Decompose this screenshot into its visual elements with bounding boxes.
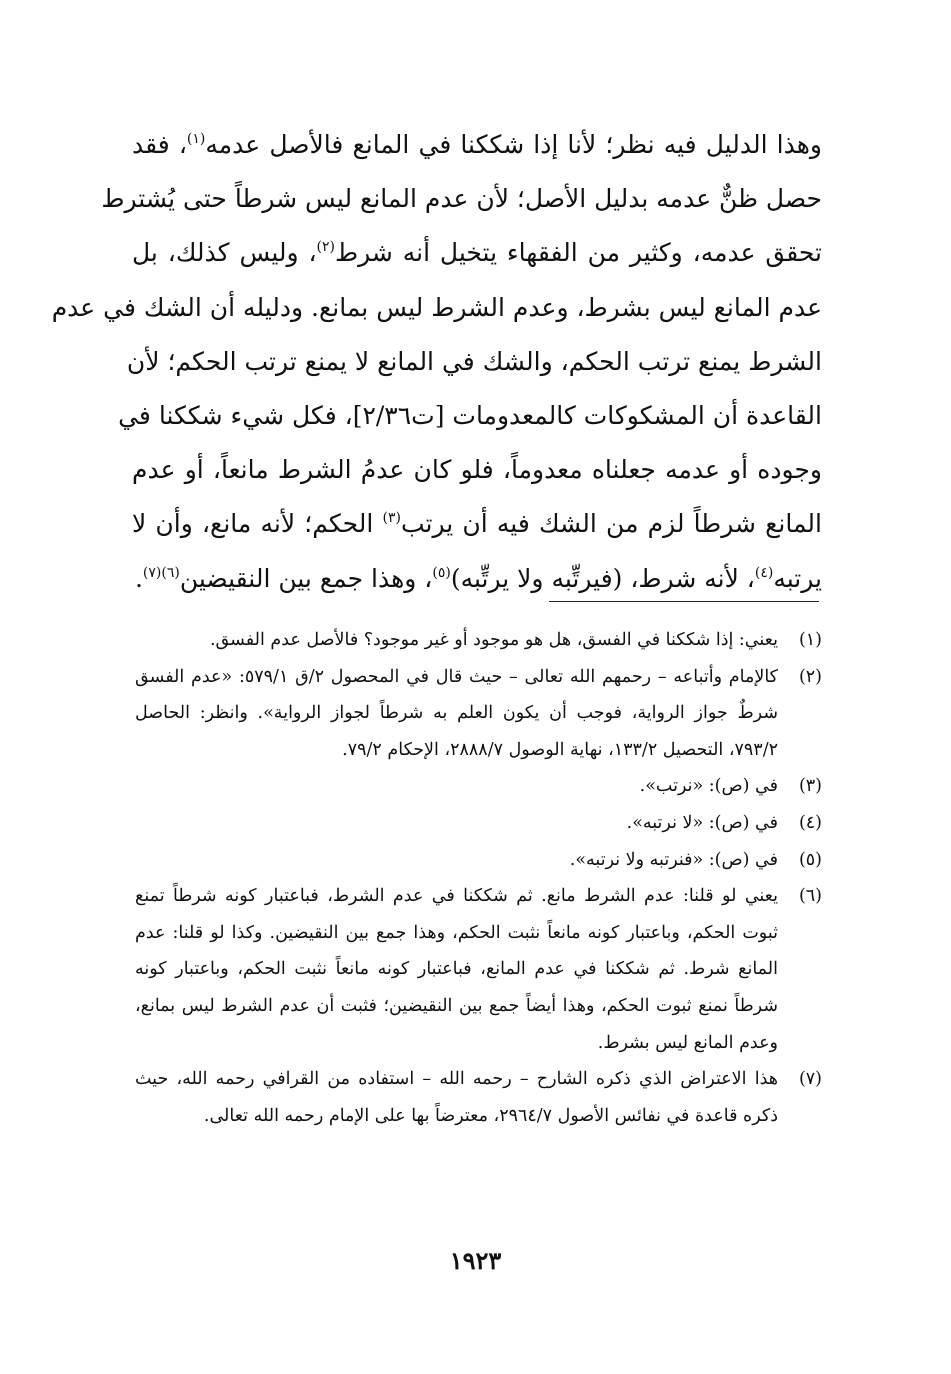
text-run: تحقق عدمه، وكثير من الفقهاء يتخيل أنه شرط [334, 238, 823, 268]
footnote [135, 878, 822, 1061]
footnote [135, 622, 822, 659]
footnote-number: (٦) [798, 886, 822, 907]
footnote-ref: (٤) [754, 564, 774, 581]
footnote-ref: (١) [186, 131, 206, 147]
footnote-ref: (٣) [382, 510, 401, 527]
footnote-number: (٥) [798, 849, 822, 870]
footnote [135, 768, 822, 805]
footnote-text: في (ص): «فنرتبه ولا نرتبه». [569, 849, 778, 870]
text-run: يرتبه [773, 563, 822, 593]
text-run: ، فقد [132, 130, 187, 159]
text-run: وجوده أو عدمه جعلناه معدوماً، فلو كان عدمُ الشرط مانعاً، أو عدم [132, 455, 822, 485]
footnote [135, 1061, 822, 1134]
footnotes [135, 622, 822, 1134]
footnote-text: هذا الاعتراض الذي ذكره الشارح – رحمه الله – استفاده من القرافي رحمه الله، حيث ذكره قاعدة في نفائس الأصول ٢٩٦٤/٧، معترضاً بها على الإمام رحمه الله تعالى. [135, 1069, 778, 1126]
footnote-number: (٧) [798, 1069, 822, 1090]
footnote-text: في (ص): «لا نرتبه». [626, 812, 778, 833]
text-line [132, 118, 822, 172]
footnote [135, 805, 822, 842]
text-line [51, 281, 822, 335]
text-line [132, 497, 822, 551]
text-run: . [134, 563, 143, 593]
text-line [132, 552, 822, 606]
footnote-number: (٣) [798, 776, 822, 797]
main-text [51, 118, 823, 606]
text-line [101, 172, 822, 226]
text-run: ، وليس كذلك، بل [132, 238, 317, 268]
text-run: حصل ظنٌّ عدمه بدليل الأصل؛ لأن عدم المانع ليس شرطاً حتى يُشترط [101, 184, 822, 214]
footnote [135, 659, 822, 769]
text-line [118, 389, 822, 443]
footnote-ref: (٦)(٧) [142, 564, 180, 581]
text-line [132, 443, 822, 497]
footnote-ref: (٢) [316, 239, 335, 256]
page-number: ١٩٢٣ [449, 1246, 502, 1275]
text-line [126, 335, 822, 389]
footnote-text: في (ص): «نرتب». [639, 776, 778, 797]
text-run: الحكم؛ لأنه مانع، وأن لا [132, 509, 383, 539]
footnote-text: يعني: إذا شككنا في الفسق، هل هو موجود أو غير موجود؟ فالأصل عدم الفسق. [209, 630, 778, 650]
footnote-text: كالإمام وأتباعه – رحمهم الله تعالى – حيث قال في المحصول ٢/ق ٥٧٩/١: «عدم الفسق شرطٌ جواز الرواية، فوجب أن يكون العلم به شرطاً لجواز الرواية». وانظر: الحاصل ٧٩٣/٢، التحصيل ١٣٣/٢، نهاية الوصول ٢٨٨٨/٧، الإحكام ٧٩/٢. [135, 666, 778, 760]
footnote-ref: (٥) [432, 564, 451, 581]
footnote-number: (١) [798, 630, 822, 650]
footnote-number: (٢) [798, 666, 822, 687]
text-run: عدم المانع ليس بشرط، وعدم الشرط ليس بمانع. ودليله أن الشك في عدم [51, 292, 822, 322]
text-run: ، وهذا جمع بين النقيضين [179, 563, 433, 593]
footnote-separator [549, 601, 819, 602]
footnote-text: يعني لو قلنا: عدم الشرط مانع. ثم شككنا في عدم الشرط، فباعتبار كونه شرطاً تمنع ثبوت الحكم، وباعتبار كونه مانعاً نثبت الحكم، وهذا جمع بين النقيضين. وكذا لو قلنا: عدم المانع شرط. ثم شككنا في عدم المانع، فباعتبار كونه مانعاً نثبت الحكم، وباعتبار كونه شرطاً نمنع ثبوت الحكم، وهذا أيضاً جمع بين النقيضين؛ فثبت أن عدم الشرط ليس بمانع، وعدم المانع ليس بشرط. [135, 886, 778, 1053]
text-run: وهذا الدليل فيه نظر؛ لأنا إذا شككنا في المانع فالأصل عدمه [205, 130, 822, 159]
text-run: المانع شرطاً لزم من الشك فيه أن يرتب [400, 509, 822, 539]
text-line [132, 226, 822, 280]
text-run: ، لأنه شرط، (فيرتِّبه ولا يرتِّبه) [450, 563, 755, 593]
footnote [135, 842, 822, 879]
footnote-number: (٤) [798, 812, 822, 833]
text-run: الشرط يمنع ترتب الحكم، والشك في المانع لا يمنع ترتب الحكم؛ لأن [126, 346, 822, 376]
text-run: القاعدة أن المشكوكات كالمعدومات [ت٢/٣٦]، فكل شيء شككنا في [118, 401, 822, 431]
